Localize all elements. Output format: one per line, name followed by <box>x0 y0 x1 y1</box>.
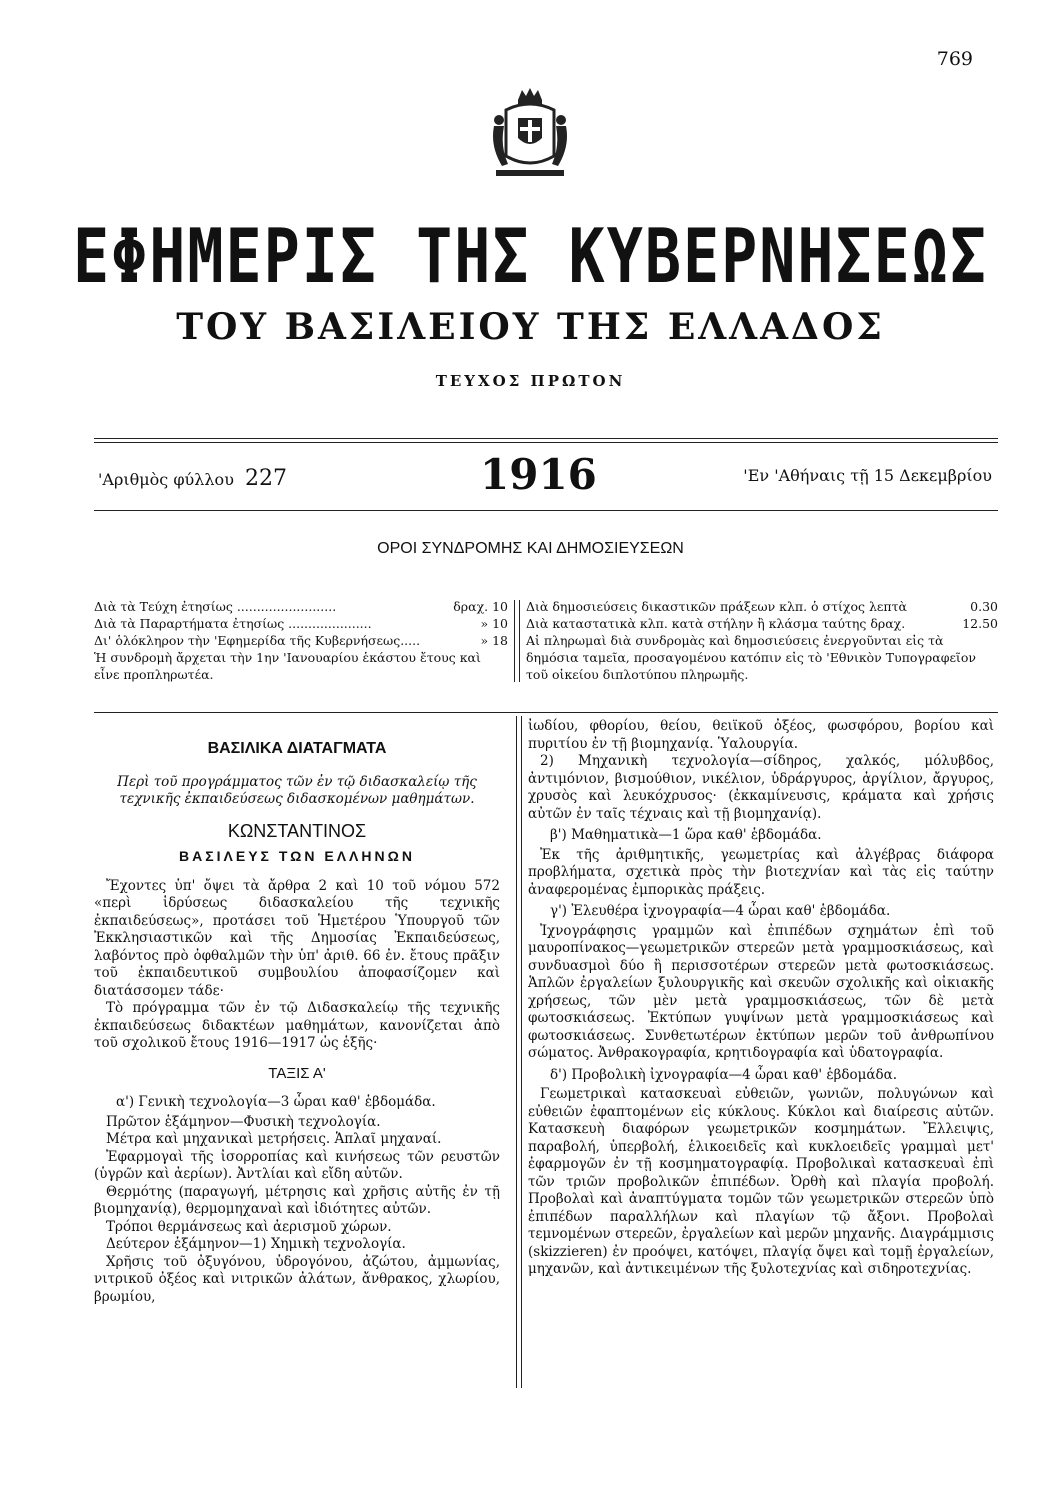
issue-label: ΤΕΥΧΟΣ ΠΡΩΤΟΝ <box>435 372 626 390</box>
left-column <box>94 740 500 1306</box>
course-paragraph: Ἰχνογράφησις γραμμῶν καὶ ἐπιπέδων σχημάτων ἐπὶ τοῦ μαυροπίνακος—γεωμετρικῶν στερεῶν μετὰ γραμμοσκιάσεως, καὶ συνδυασμοὶ δύο ἢ περισσοτέρων στερεῶν μετὰ φωτοσκιάσεως. Ἁπλῶν ἐργαλείων ξυλουργικῆς καὶ σκευῶν σχολικῆς καὶ οἰκιακῆς χρήσεως, τῶν μὲν μετὰ γραμμοσκιάσεως, τῶν δὲ μετὰ φωτοσκιάσεως. Ἐκτύπων γυψίνων μετὰ γραμμοσκιάσεως καὶ φωτοσκιάσεως. Συνθετωτέρων ἐκτύπων μερῶν τοῦ ἀνθρωπίνου σώματος. Ἀνθρακογραφία, κρητιδογραφία καὶ ὑδατογραφία. <box>528 922 994 1061</box>
fee-row <box>526 598 998 615</box>
masthead-bottom-rule <box>94 510 998 511</box>
subscription-note: Ἡ συνδρομὴ ἄρχεται τὴν 1ην 'Ιανουαρίου ἑκάστου ἔτους καὶ εἶνε προπληρωτέα. <box>94 650 481 682</box>
class-a-heading: ΤΑΞΙΣ Α' <box>268 1064 326 1082</box>
decree-preamble: Ἔχοντες ὑπ' ὄψει τὰ ἄρθρα 2 καὶ 10 τοῦ νόμου 572 «περὶ ἱδρύσεως διδασκαλείου τῆς τεχνικῆς ἐκπαιδεύσεως», προτάσει τοῦ Ἡμετέρου Ὑπουργοῦ τῶν Ἐκκλησιαστικῶν καὶ τῆς Δημοσίας Ἐκπαιδεύσεως, λαβόντος πρὸ ὀφθαλμῶν τὴν ὑπ' ἀριθ. 66 ἐν. ἔτους πρᾶξιν τοῦ ἐκπαιδευτικοῦ συμβουλίου ἀποφασίζομεν καὶ διατάσσομεν τάδε· <box>94 877 500 999</box>
issue-date: 'Εν 'Αθήναις τῇ 15 Δεκεμβρίου <box>743 466 992 485</box>
fees-divider <box>514 600 520 682</box>
course-line: Πρῶτον ἑξάμηνον—Φυσικὴ τεχνολογία. <box>106 1113 381 1130</box>
fee-row <box>94 632 508 649</box>
course-line: Δεύτερον ἑξάμηνον—1) Χημικὴ τεχνολογία. <box>106 1236 406 1252</box>
fee-label: Διὰ τὰ Παραρτήματα ἐτησίως ..................... <box>94 616 372 631</box>
page-number: 769 <box>936 48 973 70</box>
content-top-rule <box>94 712 998 713</box>
fee-value: 0.30 <box>970 599 998 614</box>
king-title: ΒΑΣΙΛΕΥΣ ΤΩΝ ΕΛΛΗΝΩΝ <box>179 848 415 864</box>
column-divider <box>516 716 522 1388</box>
fee-value: 12.50 <box>962 616 998 631</box>
sheet-label: 'Αριθμὸς φύλλου <box>98 470 234 489</box>
course-paragraph: 2) Μηχανικὴ τεχνολογία—σίδηρος, χαλκός, μόλυβδος, ἀντιμόνιον, βισμούθιον, νικέλιον, ὑδράργυρος, ἀργίλιον, ἄργυρος, χρυσὸς καὶ λευκόχρυσος· (ἐκκαμίνευσις, κράματα καὶ χρήσις αὐτῶν ἐν ταῖς τέχναις καὶ τῇ βιομηχανίᾳ). <box>528 753 994 822</box>
fee-label: Διὰ δημοσιεύσεις δικαστικῶν πράξεων κλπ. ὁ στίχος λεπτὰ <box>526 599 907 614</box>
fee-row <box>94 598 508 615</box>
royal-coat-of-arms-icon <box>488 86 572 178</box>
fee-value: δραχ. 10 <box>453 599 508 614</box>
subscription-fees-left <box>94 598 508 683</box>
course-heading: α') Γενικὴ τεχνολογία—3 ὧραι καθ' ἑβδομάδα. <box>116 1094 436 1110</box>
fee-label: Διὰ τὰ Τεύχη ἐτησίως ......................... <box>94 599 337 614</box>
course-paragraph: Ἐκ τῆς ἀριθμητικῆς, γεωμετρίας καὶ ἀλγέβρας διάφορα προβλήματα, σχετικὰ πρὸς τὴν βιοτεχνίαν καὶ τὰς εἰς ταύτην ἀναφερομένας ἐμπορικὰς πράξεις. <box>528 846 994 898</box>
king-name: ΚΩΝΣΤΑΝΤΙΝΟΣ <box>227 820 367 841</box>
masthead-info-row <box>94 448 998 504</box>
fee-value: » 18 <box>480 633 508 648</box>
fee-row <box>94 615 508 632</box>
sheet-number <box>98 466 287 491</box>
fee-row <box>526 615 998 632</box>
issue-year: 1916 <box>480 450 597 499</box>
course-heading: β') Μαθηματικὰ—1 ὥρα καθ' ἑβδομάδα. <box>550 827 822 843</box>
masthead-top-rule <box>94 438 998 439</box>
subscription-fees <box>94 598 998 686</box>
gazette-title: ΕΦΗΜΕΡΙΣ ΤΗΣ ΚΥΒΕΡΝΗΣΕΩΣ <box>73 213 988 301</box>
course-paragraph: ἰωδίου, φθορίου, θείου, θειϊκοῦ ὀξέος, φωσφόρου, βορίου καὶ πυριτίου ἐν τῇ βιομηχανίᾳ. Ὑαλουργία. <box>528 718 994 752</box>
payment-note: Αἱ πληρωμαὶ διὰ συνδρομὰς καὶ δημοσιεύσεις ἐνεργοῦνται εἰς τὰ δημόσια ταμεῖα, προσαγομένου κατόπιν εἰς τὸ 'Εθνικὸν Τυπογραφεῖον τοῦ οἰκείου διπλοτύπου πληρωμῆς. <box>526 633 976 682</box>
course-line: Ἐφαρμογαὶ τῆς ἰσορροπίας καὶ κινήσεως τῶν ρευστῶν (ὑγρῶν καὶ ἀερίων). Ἀντλίαι καὶ εἴδη αὐτῶν. <box>94 1148 500 1182</box>
course-line: Τρόποι θερμάνσεως καὶ ἀερισμοῦ χώρων. <box>106 1218 392 1235</box>
royal-decrees-heading: ΒΑΣΙΛΙΚΑ ΔΙΑΤΑΓΜΑΤΑ <box>207 740 387 757</box>
course-line: Μέτρα καὶ μηχανικαὶ μετρήσεις. Ἁπλαῖ μηχαναί. <box>106 1131 442 1147</box>
course-heading: δ') Προβολικὴ ἰχνογραφία—4 ὧραι καθ' ἑβδομάδα. <box>550 1066 898 1083</box>
masthead-top-rule-thin <box>94 442 998 443</box>
fee-label: Διὰ καταστατικὰ κλπ. κατὰ στήλην ἢ κλάσμα ταύτης δραχ. <box>526 616 906 631</box>
decree-subject: Περὶ τοῦ προγράμματος τῶν ἐν τῷ διδασκαλείῳ τῆς τεχνικῆς ἐκπαιδεύσεως διδασκομένων μαθημάτων. <box>117 773 477 807</box>
course-line: Θερμότης (παραγωγή, μέτρησις καὶ χρῆσις αὐτῆς ἐν τῇ βιομηχανίᾳ), θερμομηχαναὶ καὶ ἰδιότητες αὐτῶν. <box>94 1183 500 1217</box>
sheet-number-value: 227 <box>245 466 288 491</box>
course-paragraph: Γεωμετρικαὶ κατασκευαὶ εὐθειῶν, γωνιῶν, πολυγώνων καὶ εὐθειῶν ἐφαπτομένων εἰς κύκλους. Κύκλοι καὶ διαίρεσις αὐτῶν. Κατασκευὴ διαφόρων γεωμετρικῶν κοσμημάτων. Ἔλλειψις, παραβολή, ὑπερβολή, ἑλικοειδεῖς καὶ κυκλοειδεῖς γραμμαὶ μετ' ἐφαρμογῶν ἐν τῇ κοσμηματογραφίᾳ. Προβολικαὶ κατασκευαὶ ἐπὶ τῶν τριῶν προβολικῶν ἐπιπέδων. Ὀρθὴ καὶ πλαγία προβολή. Προβολαὶ καὶ ἀναπτύγματα τομῶν τῶν γεωμετρικῶν στερεῶν ὑπὸ ἐπιπέδων παραλλήλων καὶ πλαγίων τῷ ἄξονι. Προβολαὶ τεμνομένων στερεῶν, ἐργαλείων καὶ μερῶν μηχανῆς. Διαγράμμισις (skizzieren) ἐν προόψει, κατόψει, πλαγίᾳ ὄψει καὶ τομῇ ἐργαλείων, μηχανῶν, καὶ ἀντικειμένων τῆς ξυλοτεχνίας καὶ σιδηροτεχνίας. <box>528 1086 994 1277</box>
right-column <box>528 718 994 1279</box>
course-line: Χρῆσις τοῦ ὀξυγόνου, ὑδρογόνου, ἀζώτου, ἀμμωνίας, νιτρικοῦ ὀξέος καὶ νιτρικῶν ἀλάτων, ἄνθρακος, χλωρίου, βρωμίου, <box>94 1253 500 1305</box>
fee-label: Δι' ὁλόκληρον τὴν 'Εφημερίδα τῆς Κυβερνήσεως..... <box>94 633 421 648</box>
decree-body: Τὸ πρόγραμμα τῶν ἐν τῷ Διδασκαλείῳ τῆς τεχνικῆς ἐκπαιδεύσεως διδακτέων μαθημάτων, κανονίζεται ἀπὸ τοῦ σχολικοῦ ἔτους 1916—1917 ὡς ἑξῆς· <box>94 1000 500 1051</box>
subscription-terms-heading: ΟΡΟΙ ΣΥΝΔΡΟΜΗΣ ΚΑΙ ΔΗΜΟΣΙΕΥΣΕΩΝ <box>377 540 684 557</box>
gazette-subtitle: ΤΟΥ ΒΑΣΙΛΕΙΟΥ ΤΗΣ ΕΛΛΑΔΟΣ <box>176 306 885 348</box>
publication-fees-right <box>526 598 998 683</box>
course-heading: γ') Ἐλευθέρα ἰχνογραφία—4 ὧραι καθ' ἑβδομάδα. <box>550 903 891 919</box>
fee-value: » 10 <box>480 616 508 631</box>
